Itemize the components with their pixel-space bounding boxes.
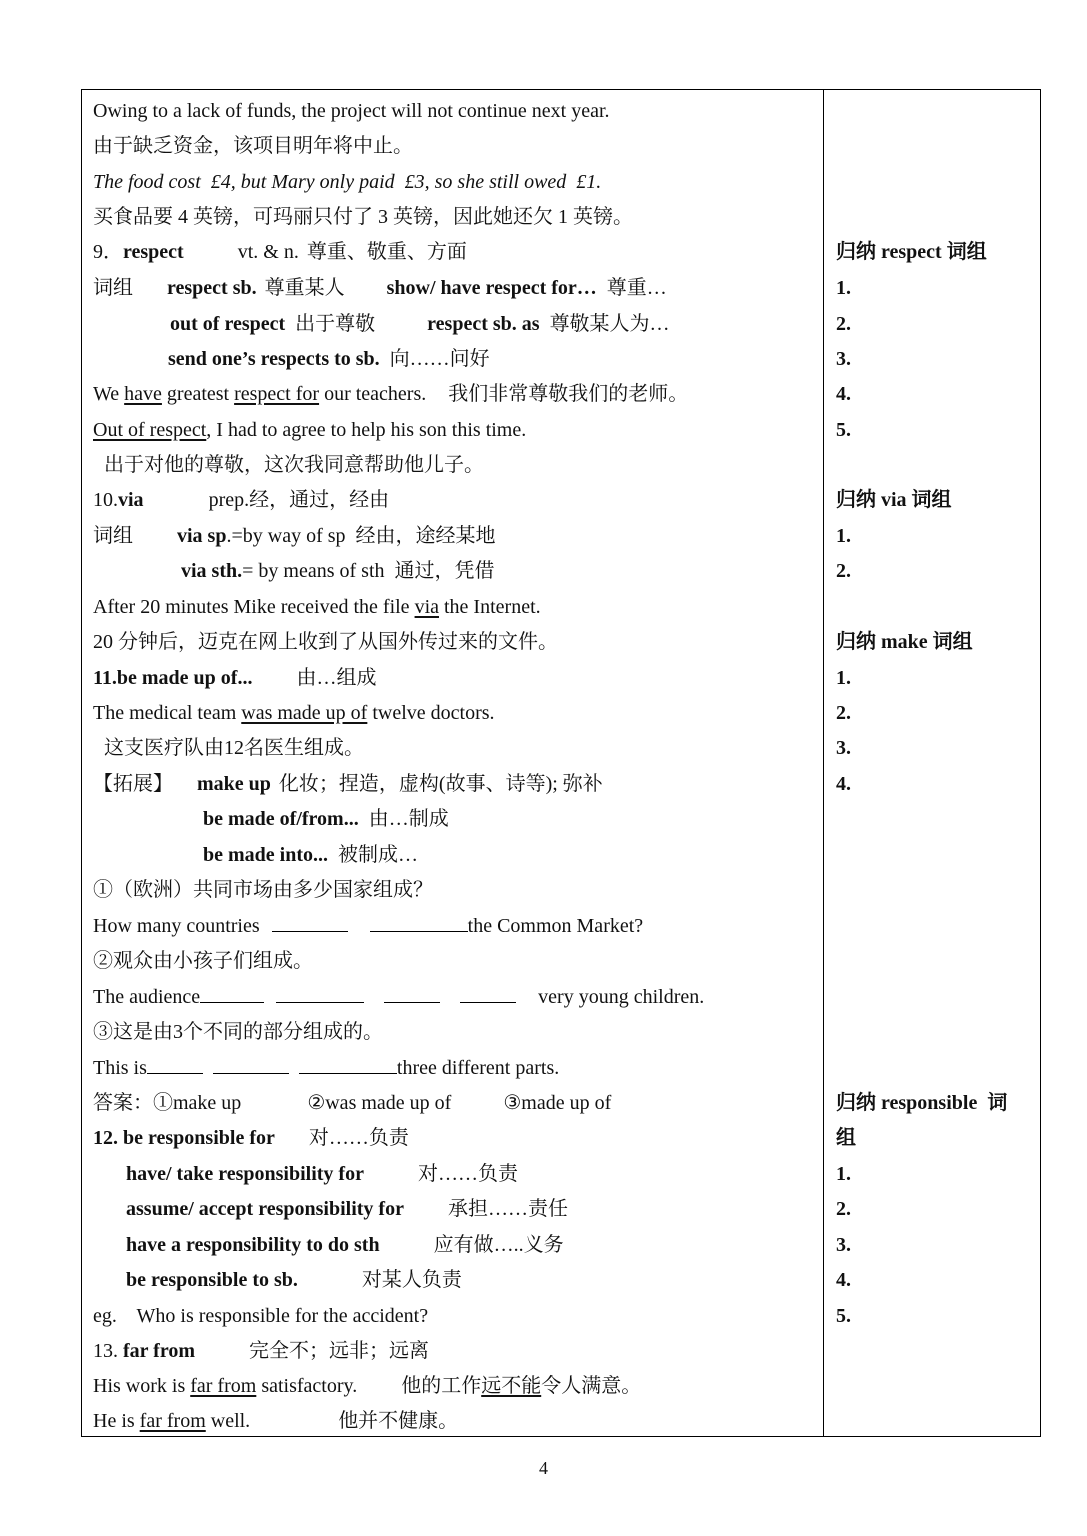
made-up-example: The medical team was made up of twelve doctors. xyxy=(93,702,495,724)
summary-make-item[interactable]: 1. xyxy=(836,667,851,689)
example-owed-cn: 买食品要 4 英镑，可玛丽只付了 3 英镑，因此她还欠 1 英镑。 xyxy=(93,206,633,228)
summary-responsible-item[interactable]: 2. xyxy=(836,1198,851,1220)
summary-respect-item[interactable]: 3. xyxy=(836,348,851,370)
respect-phrases-2: out of respect 出于尊敬 respect sb. as 尊敬某人为… xyxy=(170,313,670,335)
answer-blank[interactable] xyxy=(147,1055,203,1074)
respect-example-2-cn: 出于对他的尊敬，这次我同意帮助他儿子。 xyxy=(104,454,484,476)
summary-respect-title: 归纳 respect 词组 xyxy=(836,241,987,263)
answer-blank[interactable] xyxy=(276,984,364,1003)
via-example-cn: 20 分钟后，迈克在网上收到了从国外传过来的文件。 xyxy=(93,631,558,653)
responsible-phrase-4: be responsible to sb. 对某人负责 xyxy=(126,1269,462,1291)
answer-blank[interactable] xyxy=(299,1055,397,1074)
summary-make-item[interactable]: 4. xyxy=(836,773,851,795)
exercise-3-cn: ③这是由3个不同的部分组成的。 xyxy=(93,1021,383,1043)
example-owing-cn: 由于缺乏资金，该项目明年将中止。 xyxy=(93,135,413,157)
page-number: 4 xyxy=(539,1458,548,1478)
summary-via-item[interactable]: 2. xyxy=(836,560,851,582)
exercise-1-cn: ①（欧洲）共同市场由多少国家组成？ xyxy=(93,879,433,901)
responsible-example: eg. Who is responsible for the accident? xyxy=(93,1305,429,1327)
summary-make-item[interactable]: 2. xyxy=(836,702,851,724)
responsible-phrase-3: have a responsibility to do sth 应有做…..义务 xyxy=(126,1234,564,1256)
exercise-3: This is three different parts. xyxy=(93,1057,560,1079)
far-from-example-1: His work is far from satisfactory. 他的工作远不能令人满意。 xyxy=(93,1375,642,1397)
notes-table xyxy=(81,89,1041,1437)
entry-respect-head: 9．respect vt. & n. 尊重、敬重、方面 xyxy=(93,241,467,263)
responsible-phrase-1: have/ take responsibility for 对……负责 xyxy=(126,1163,518,1185)
summary-respect-item[interactable]: 1. xyxy=(836,277,851,299)
summary-via-item[interactable]: 1. xyxy=(836,525,851,547)
respect-phrases-1: 词组 respect sb. 尊重某人 show/ have respect for… 尊重… xyxy=(93,277,667,299)
entry-far-from-head: 13. far from 完全不；远非；远离 xyxy=(93,1340,430,1362)
via-phrases-1: 词组 via sp.=by way of sp 经由，途经某地 xyxy=(93,525,496,547)
summary-respect-item[interactable]: 2. xyxy=(836,313,851,335)
summary-respect-item[interactable]: 5. xyxy=(836,419,851,441)
summary-via-title: 归纳 via 词组 xyxy=(836,489,952,511)
summary-responsible-item[interactable]: 5. xyxy=(836,1305,851,1327)
respect-example-2: Out of respect, I had to agree to help his son this time. xyxy=(93,419,527,441)
summary-responsible-title-cont: 组 xyxy=(836,1127,856,1149)
entry-via-head: 10.via prep.经，通过，经由 xyxy=(93,489,390,511)
exercise-1: How many countries the Common Market? xyxy=(93,915,644,937)
entry-responsible-head: 12. be responsible for 对……负责 xyxy=(93,1127,409,1149)
made-up-extension-2: be made of/from... 由…制成 xyxy=(203,808,449,830)
example-owed: The food cost £4, but Mary only paid £3, so she still owed £1. xyxy=(93,171,602,193)
answer-key: 答案：①make up ②was made up of ③made up of xyxy=(93,1092,612,1114)
answer-blank[interactable] xyxy=(384,984,440,1003)
exercise-2-cn: ②观众由小孩子们组成。 xyxy=(93,950,313,972)
via-example: After 20 minutes Mike received the file via the Internet. xyxy=(93,596,541,618)
example-owing: Owing to a lack of funds, the project will not continue next year. xyxy=(93,100,610,122)
summary-responsible-item[interactable]: 3. xyxy=(836,1234,851,1256)
made-up-extension-1: 【拓展】 make up 化妆；捏造，虚构(故事、诗等); 弥补 xyxy=(93,773,603,795)
answer-blank[interactable] xyxy=(200,984,264,1003)
made-up-example-cn: 这支医疗队由12名医生组成。 xyxy=(104,737,364,759)
respect-example-1: We have greatest respect for our teachers. 我们非常尊敬我们的老师。 xyxy=(93,383,689,405)
summary-make-item[interactable]: 3. xyxy=(836,737,851,759)
answer-blank[interactable] xyxy=(370,913,468,932)
summary-responsible-item[interactable]: 1. xyxy=(836,1163,851,1185)
answer-blank[interactable] xyxy=(272,913,348,932)
answer-blank[interactable] xyxy=(213,1055,289,1074)
made-up-extension-3: be made into... 被制成… xyxy=(203,844,418,866)
summary-respect-item[interactable]: 4. xyxy=(836,383,851,405)
summary-responsible-title: 归纳 responsible 词 xyxy=(836,1092,1008,1114)
summary-make-title: 归纳 make 词组 xyxy=(836,631,973,653)
far-from-example-2: He is far from well. 他并不健康。 xyxy=(93,1410,459,1432)
summary-responsible-item[interactable]: 4. xyxy=(836,1269,851,1291)
exercise-2: The audience very young children. xyxy=(93,986,705,1008)
entry-made-up-head: 11.be made up of... 由…组成 xyxy=(93,667,377,689)
column-divider xyxy=(823,90,824,1436)
responsible-phrase-2: assume/ accept responsibility for 承担……责任 xyxy=(126,1198,568,1220)
answer-blank[interactable] xyxy=(460,984,516,1003)
via-phrases-2: via sth.= by means of sth 通过，凭借 xyxy=(181,560,495,582)
respect-phrases-3: send one’s respects to sb. 向……问好 xyxy=(168,348,490,370)
